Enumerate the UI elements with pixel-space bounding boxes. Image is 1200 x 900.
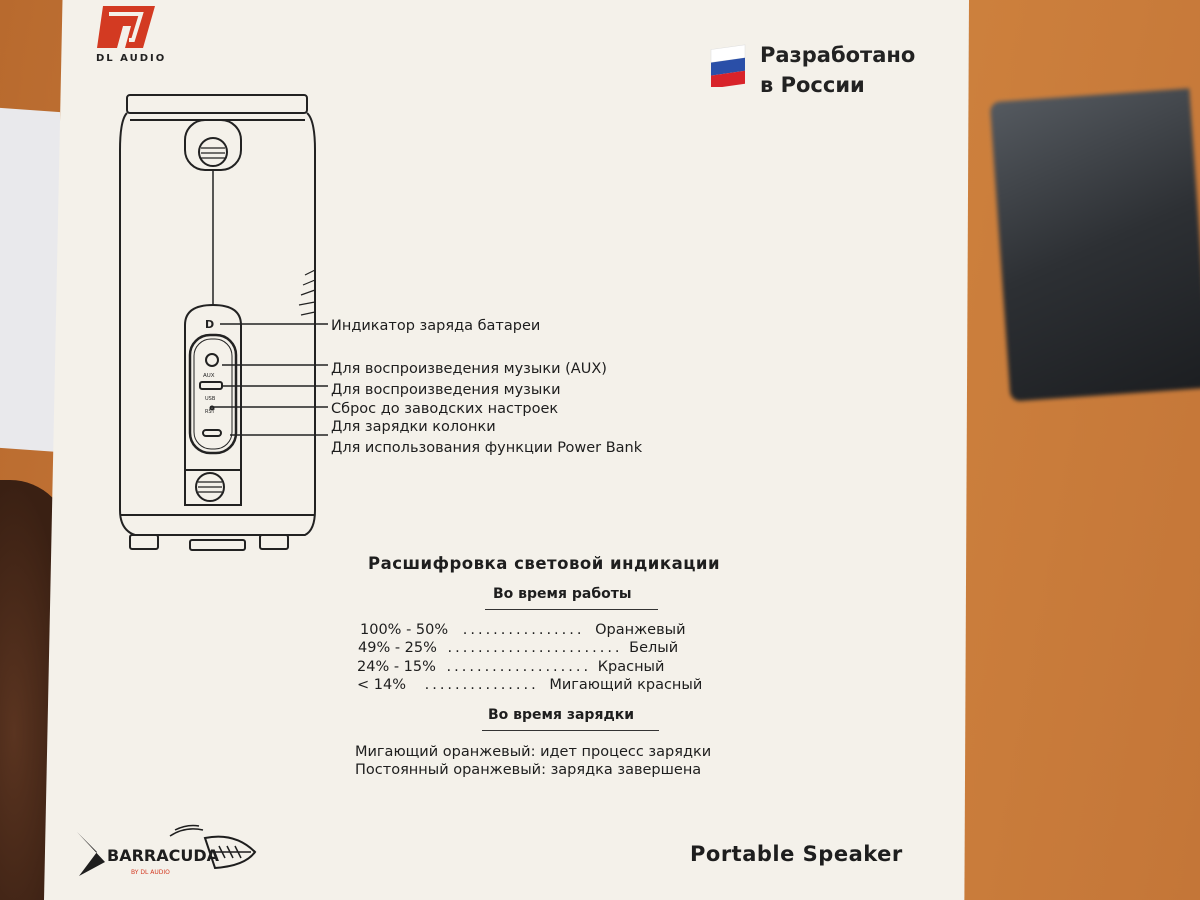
port-label-usb: USB [205,396,216,402]
work-row-1 [360,622,686,638]
callout-aux: Для воспроизведения музыки (AUX) [331,361,607,377]
callout-power-bank: Для использования функции Power Bank [331,440,643,456]
background-paper [0,108,60,452]
dl-audio-logo-icon [95,2,165,52]
work-row-range: 49% - 25% [358,640,437,656]
barracuda-sub-text: BY DL AUDIO [131,869,170,876]
during-charging-underline [482,730,659,731]
work-row-3 [357,659,664,675]
callout-leaders [200,300,340,460]
callout-charging: Для зарядки колонки [331,419,496,435]
made-in-line1: Разработано [760,43,916,67]
work-row-meaning: Оранжевый [595,622,686,638]
product-name: Portable Speaker [690,842,903,866]
work-row-meaning: Белый [629,640,679,656]
work-row-range: 100% - 50% [360,622,449,638]
port-label-rst: RST [205,409,215,415]
speaker-mini-logo-icon: D [205,318,215,331]
barracuda-logo-icon [75,822,260,884]
during-work-underline [485,609,658,610]
russian-flag-icon [708,42,748,87]
made-in-line2: в России [760,73,865,97]
work-row-meaning: Мигающий красный [549,677,703,693]
background-box [990,88,1200,401]
charging-line-2: Постоянный оранжевый: зарядка завершена [355,762,702,778]
work-row-dots: ....................... [447,640,623,656]
made-in-russia [760,40,915,100]
work-row-4 [357,677,702,693]
callout-reset: Сброс до заводских настроек [331,401,559,417]
during-charging-heading: Во время зарядки [488,707,635,723]
work-row-meaning: Красный [597,659,665,675]
indication-title: Расшифровка световой индикации [368,554,721,573]
work-row-dots: ............... [424,677,539,693]
port-label-aux: AUX [203,373,215,379]
work-row-range: 24% - 15% [357,659,436,675]
barracuda-logo-text: BARRACUDA [107,846,219,865]
work-row-range: < 14% [357,677,406,693]
charging-line-1: Мигающий оранжевый: идет процесс зарядки [355,744,712,760]
callout-battery-indicator: Индикатор заряда батареи [331,318,541,334]
during-work-heading: Во время работы [493,586,632,602]
callout-usb: Для воспроизведения музыки [331,382,561,398]
work-row-dots: ................... [446,659,592,675]
brand-logo-text: DL AUDIO [96,53,167,64]
work-row-dots: ................ [462,622,585,638]
work-row-2 [358,640,678,656]
